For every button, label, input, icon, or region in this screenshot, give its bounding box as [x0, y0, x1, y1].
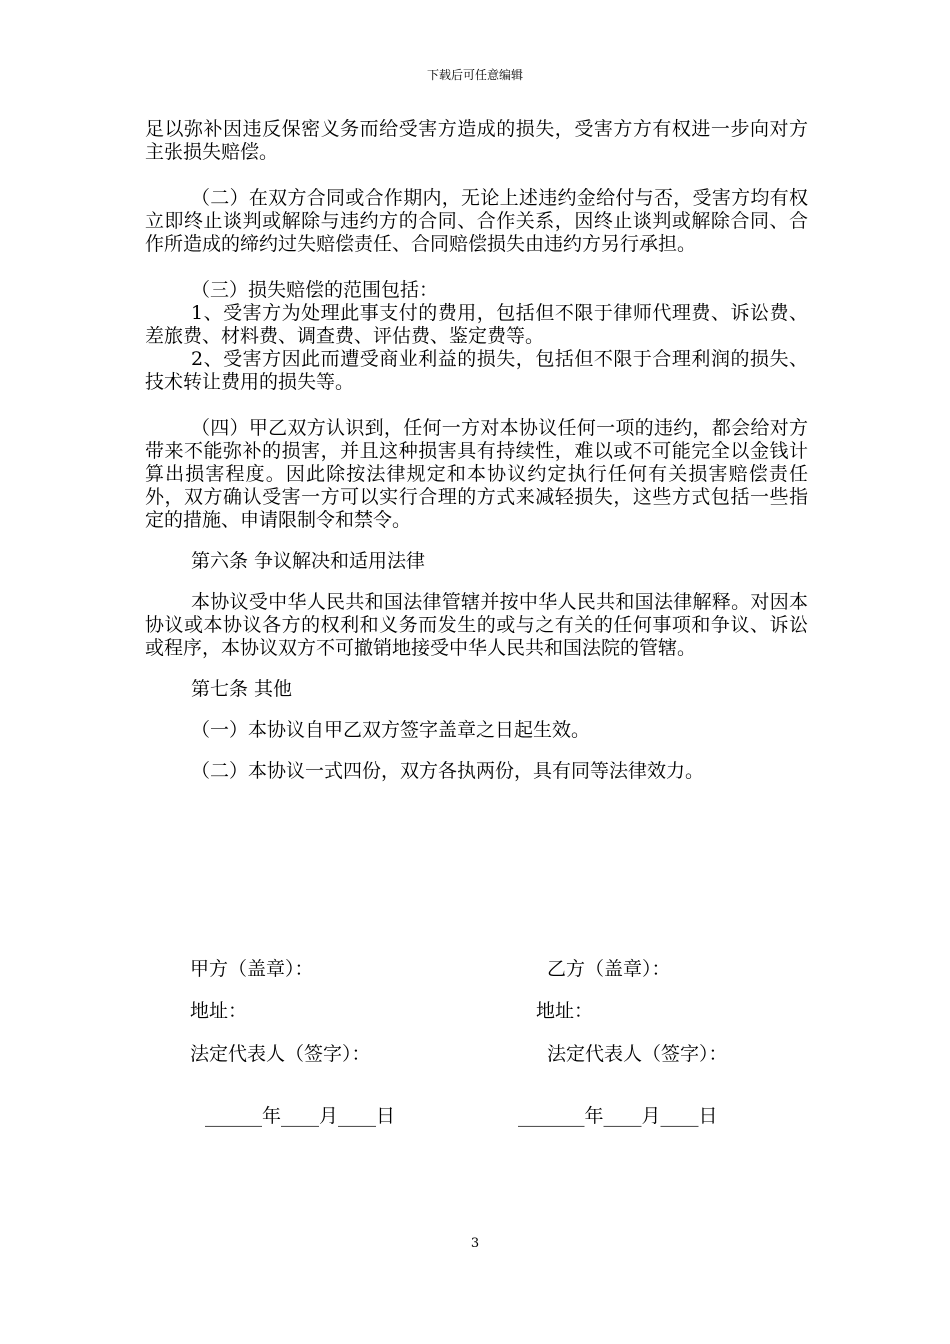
- party-a-seal-label: 甲方（盖章）：: [190, 958, 314, 980]
- paragraph-clause-3: （三）损失赔偿的范围包括：: [191, 279, 439, 301]
- paragraph-article-7-2: （二）本协议一式四份，双方各执两份，具有同等法律效力。: [191, 760, 705, 782]
- party-a-representative-label: 法定代表人（签字）：: [190, 1043, 371, 1065]
- party-a-date-line: ______年____月____日: [205, 1105, 396, 1127]
- party-a-address-label: 地址：: [190, 1000, 248, 1022]
- party-b-date-line: _______年____月____日: [518, 1105, 718, 1127]
- page-number: 3: [470, 1236, 480, 1251]
- paragraph-continuation: 足以弥补因违反保密义务而给受害方造成的损失，受害方方有权进一步向对方主张损失赔偿。: [145, 118, 808, 163]
- party-b-seal-label: 乙方（盖章）：: [547, 958, 671, 980]
- paragraph-clause-4: （四）甲乙双方认识到，任何一方对本协议任何一项的违约，都会给对方带来不能弥补的损害，并且这种损害具有持续性，难以或不可能完全以金钱计算出损害程度。因此除按法律规定和本协议约定执行任何有关损害赔偿责任外，双方确认受害一方可以实行合理的方式来减轻损失，这些方式包括一些指定的措施、申请限制令和禁令。: [145, 417, 808, 531]
- article-6-heading: 第六条 争议解决和适用法律: [191, 550, 426, 572]
- paragraph-item-1: 1、受害方为处理此事支付的费用，包括但不限于律师代理费、诉讼费、差旅费、材料费、调查费、评估费、鉴定费等。: [145, 302, 808, 347]
- paragraph-article-6: 本协议受中华人民共和国法律管辖并按中华人民共和国法律解释。对因本协议或本协议各方的权利和义务而发生的或与之有关的任何事项和争议、诉讼或程序，本协议双方不可撤销地接受中华人民共和国法院的管辖。: [145, 591, 808, 659]
- paragraph-item-2: 2、受害方因此而遭受商业利益的损失，包括但不限于合理利润的损失、技术转让费用的损失等。: [145, 348, 808, 393]
- party-b-address-label: 地址：: [536, 1000, 594, 1022]
- article-7-heading: 第七条 其他: [191, 678, 293, 700]
- paragraph-clause-2: （二）在双方合同或合作期内，无论上述违约金给付与否，受害方均有权立即终止谈判或解除与违约方的合同、合作关系，因终止谈判或解除合同、合作所造成的缔约过失赔偿责任、合同赔偿损失由违约方另行承担。: [145, 187, 808, 255]
- party-b-representative-label: 法定代表人（签字）：: [547, 1043, 728, 1065]
- document-body: [145, 118, 808, 783]
- paragraph-article-7-1: （一）本协议自甲乙双方签字盖章之日起生效。: [191, 719, 591, 741]
- page-header: 下载后可任意编辑: [426, 68, 523, 82]
